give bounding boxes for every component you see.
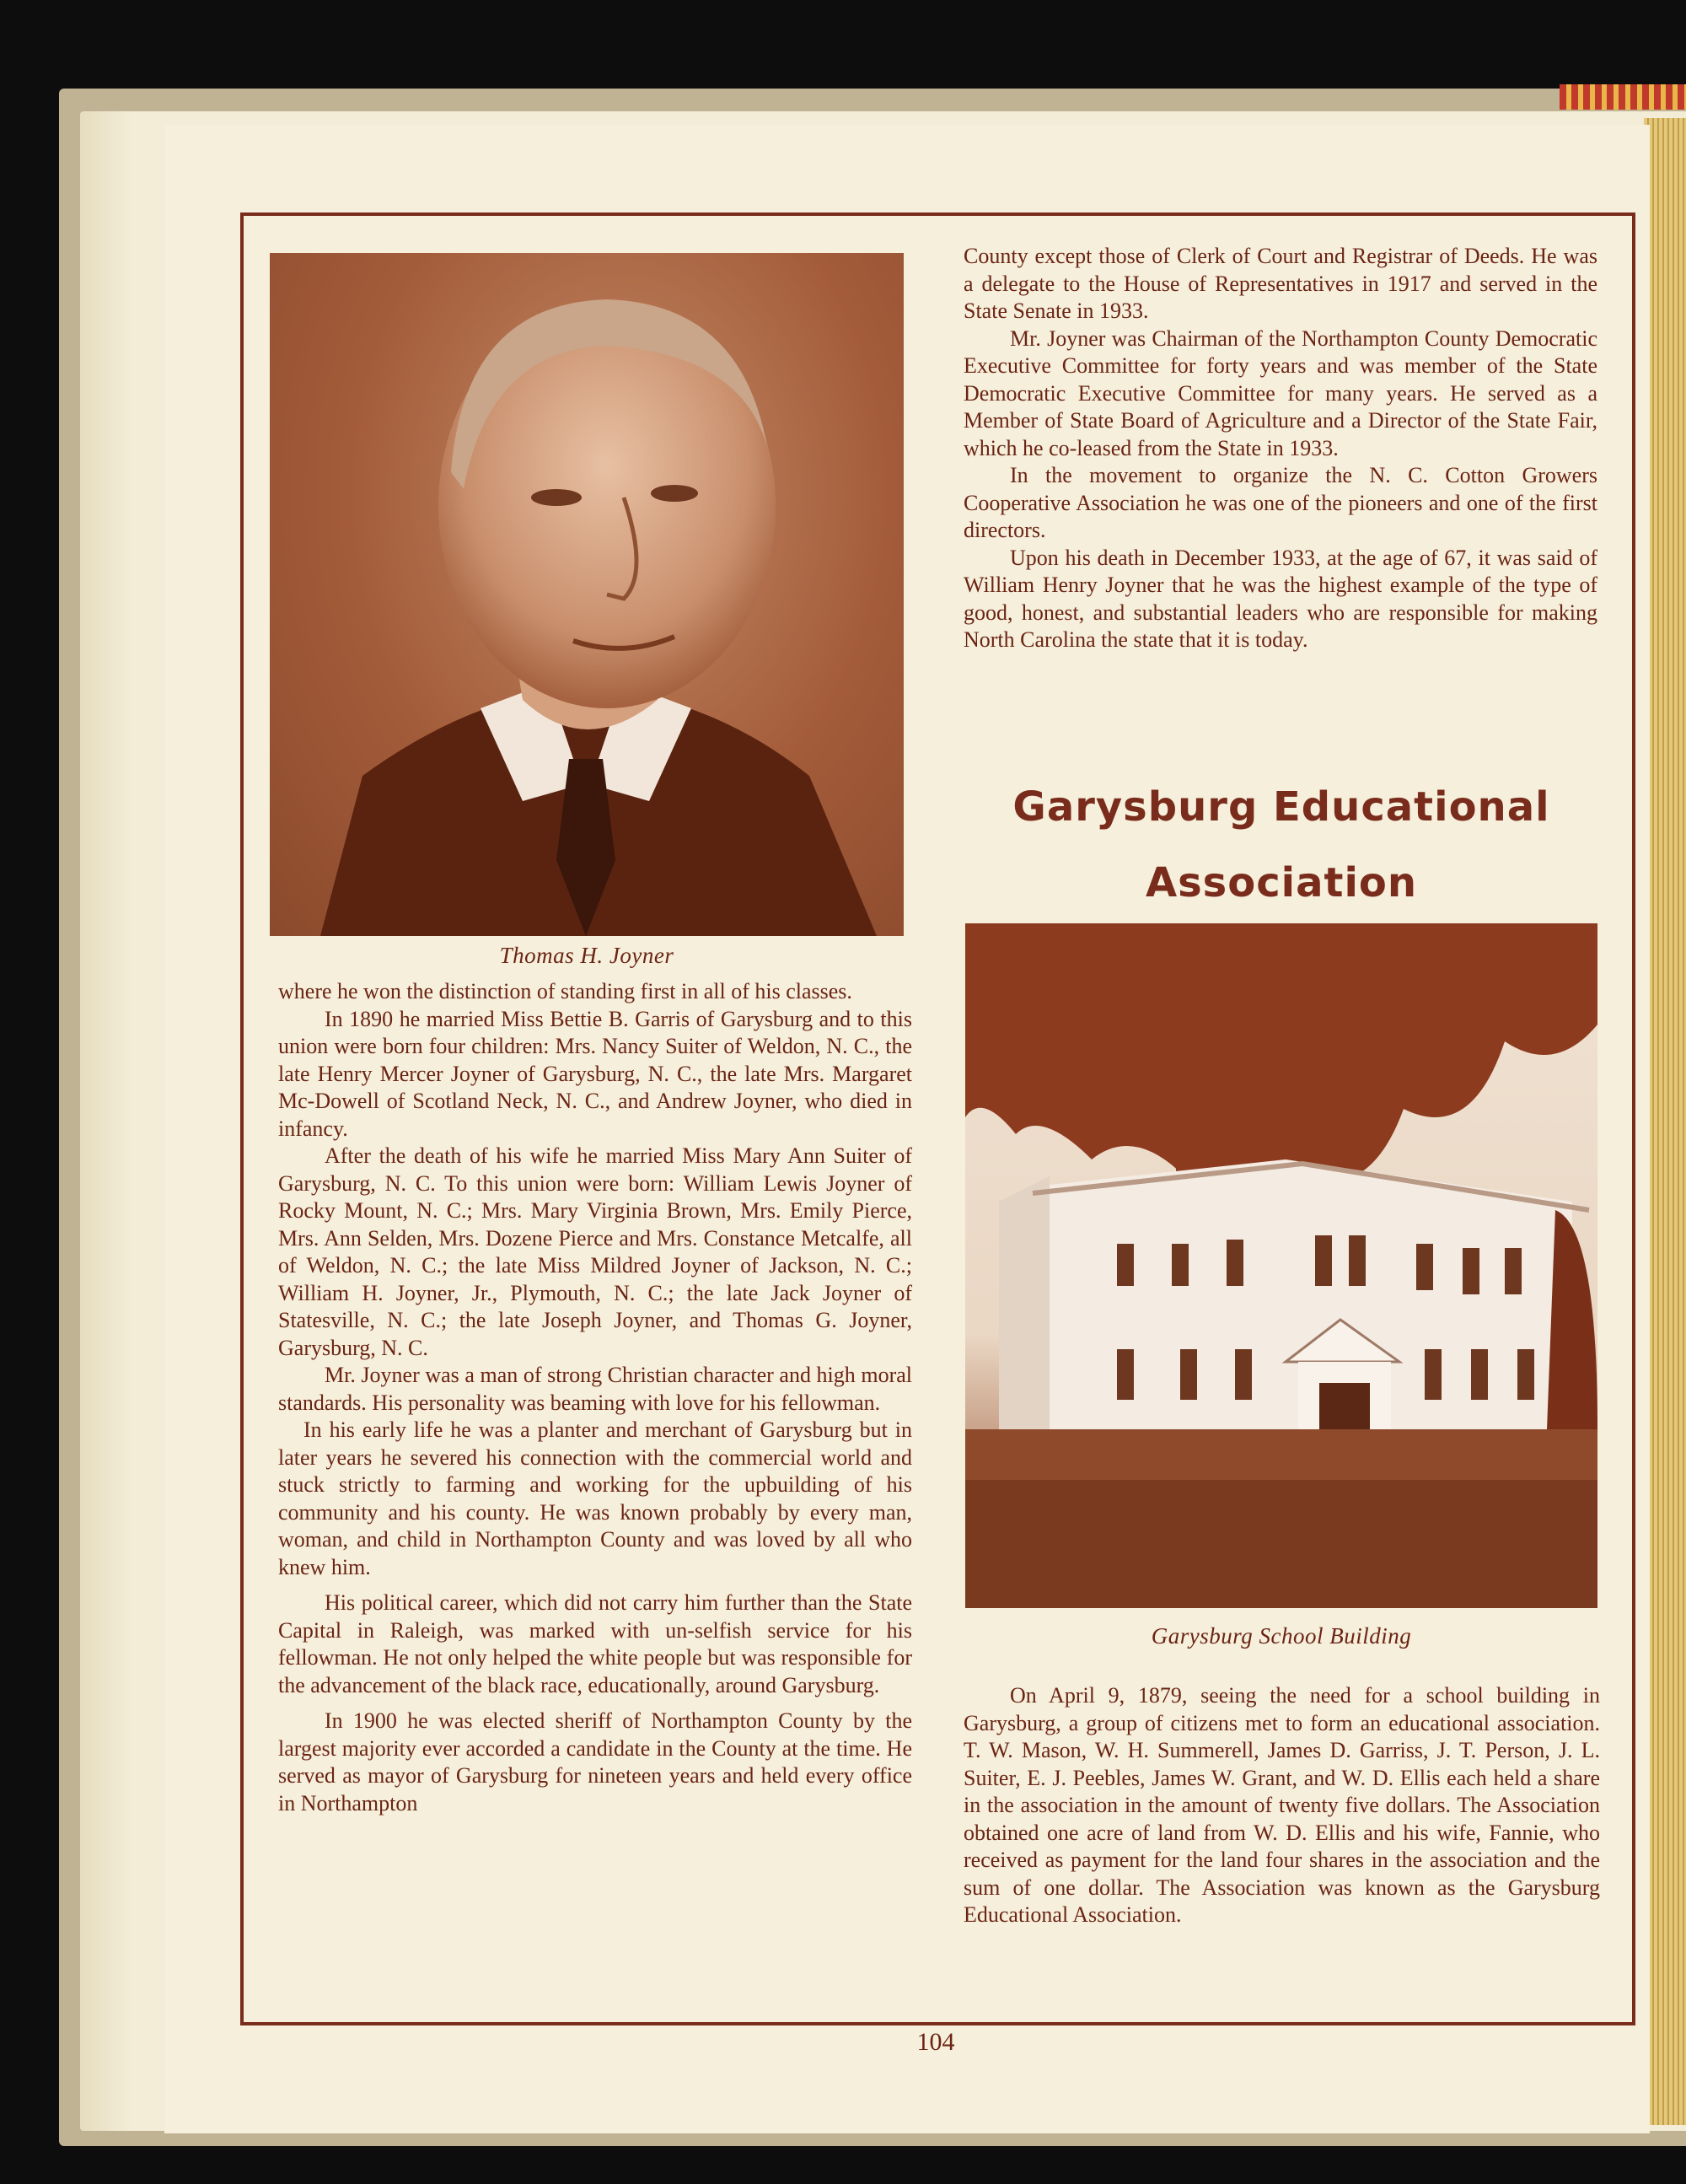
paragraph: Mr. Joyner was a man of strong Christian character and high moral standards. His personality was beaming with love for his fellowman. <box>278 1363 912 1415</box>
portrait-caption: Thomas H. Joyner <box>499 943 674 968</box>
paragraph: Mr. Joyner was Chairman of the Northampton County Democratic Executive Committee for forty years and was member of the State Democratic Executive Committee for many years. He served as a Member of State Board of Agriculture and a Director of the State Fair, which he co-leased from the State in 1933. <box>964 325 1597 460</box>
left-column-text <box>278 978 912 1817</box>
page-edges <box>1644 118 1686 2125</box>
paragraph: After the death of his wife he married Miss Mary Ann Suiter of Garysburg, N. C. To this union were born: William Lewis Joyner of Rocky Mount, N. C.; Mrs. Mary Virginia Brown, Mrs. Emily Pierce, Mrs. Ann Selden, Mrs. Dozene Pierce and Mrs. Constance Metcalfe, all of Weldon, N. C.; the late Miss Mildred Joyner of Jackson, N. C.; William H. Joyner, Jr., Plymouth, N. C.; the late Jack Joyner of Statesville, N. C.; the late Joseph Joyner, and Thomas G. Joyner, Garysburg, N. C. <box>278 1143 912 1360</box>
paragraph: Upon his death in December 1933, at the age of 67, it was said of William Henry Joyner that he was the highest example of the type of good, honest, and substantial leaders who are responsible for making North Carolina the state that it is today. <box>964 545 1597 652</box>
paragraph: In 1900 he was elected sheriff of Northampton County by the largest majority ever accorded a candidate in the County at the time. He served as mayor of Garysburg for nineteen years and held every office in Northampton <box>278 1708 912 1816</box>
paragraph: On April 9, 1879, seeing the need for a school building in Garysburg, a group of citizens met to form an educational association. T. W. Mason, W. H. Summerell, James D. Garriss, J. T. Person, J. L. Suiter, E. J. Peebles, James W. Grant, and W. D. Ellis each held a share in the association in the amount of twenty five dollars. The Association obtained one acre of land from W. D. Ellis and his wife, Fannie, who received as payment for the land four shares in the association and the sum of one dollar. The Association was known as the Garysburg Educational Association. <box>964 1683 1600 1927</box>
paragraph: In his early life he was a planter and merchant of Garysburg but in later years he severed his connection with the commercial world and stuck strictly to farming and working for the upbuilding of his community and his county. He was known probably by every man, woman, and child in Northampton County and was loved by all who knew him. <box>278 1417 912 1579</box>
paragraph: where he won the distinction of standing first in all of his classes. <box>278 979 852 1003</box>
paragraph: In the movement to organize the N. C. Cotton Growers Cooperative Association he was one of the pioneers and one of the first directors. <box>964 463 1597 542</box>
right-column-bottom-text <box>964 1682 1600 1929</box>
school-illustration <box>965 923 1597 1608</box>
right-column-top-text <box>964 243 1597 654</box>
page-number: 104 <box>916 2028 955 2056</box>
portrait-illustration <box>270 253 904 936</box>
paragraph: County except those of Clerk of Court and Registrar of Deeds. He was a delegate to the House of Representatives in 1917 and served in the State Senate in 1933. <box>964 244 1597 323</box>
portrait-photo <box>270 253 904 936</box>
school-caption: Garysburg School Building <box>1151 1623 1412 1649</box>
bookmark-ribbon <box>1560 84 1686 110</box>
school-photo <box>965 923 1597 1608</box>
section-heading: Garysburg Educational Association <box>1012 783 1550 906</box>
paragraph: In 1890 he married Miss Bettie B. Garris of Garysburg and to this union were born four children: Mrs. Nancy Suiter of Weldon, N. C., the late Henry Mercer Joyner of Garysburg, N. C., the late Mrs. Margaret Mc-Dowell of Scotland Neck, N. C., and Andrew Joyner, who died in infancy. <box>278 1006 912 1141</box>
paragraph: His political career, which did not carry him further than the State Capital in Raleigh, was marked with un-selfish service for his fellowman. He not only helped the white people but was responsible for the advancement of the black race, educationally, around Garysburg. <box>278 1590 912 1697</box>
